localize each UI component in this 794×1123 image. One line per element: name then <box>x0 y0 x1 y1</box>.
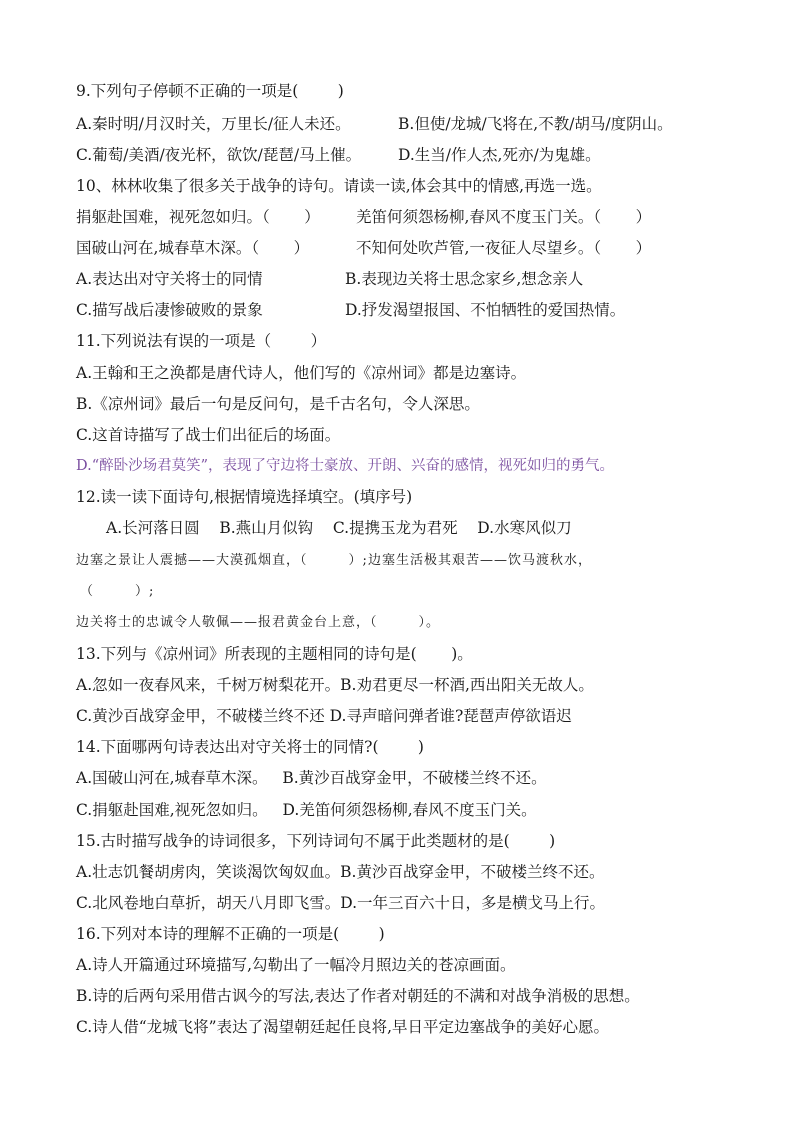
question-14-options-ab: A.国破山河在,城春草木深。 B.黄沙百战穿金甲，不破楼兰终不还。 <box>76 769 547 787</box>
question-12-options: A.长河落日圆 B.燕山月似钩 C.提携玉龙为君死 D.水寒风似刀 <box>106 519 572 537</box>
question-11-stem: 11.下列说法有误的一项是（ ） <box>76 332 327 350</box>
question-12-line-3: 边关将士的忠诚令人敬佩——报君黄金台上意，（ ）。 <box>76 615 441 630</box>
question-9-option-c: C.葡萄/美酒/夜光杯，欲饮/琵琶/马上催。 <box>76 146 362 164</box>
question-10-option-a: A.表达出对守关将士的同情 <box>76 270 263 288</box>
question-11-option-b: B.《凉州词》最后一句是反问句，是千古名句，令人深思。 <box>76 395 480 413</box>
question-16-option-b: B.诗的后两句采用借古讽今的写法,表达了作者对朝廷的不满和对战争消极的思想。 <box>76 987 640 1005</box>
question-11-option-a: A.王翰和王之涣都是唐代诗人，他们写的《凉州词》都是边塞诗。 <box>76 364 527 382</box>
question-13-stem: 13.下列与《凉州词》所表现的主题相同的诗句是( )。 <box>76 645 473 663</box>
question-15-stem: 15.古时描写战争的诗词很多，下列诗词句不属于此类题材的是( ) <box>76 832 556 850</box>
question-9-option-d: D.生当/作人杰,死亦/为鬼雄。 <box>398 146 601 164</box>
question-10-poem-2: 羌笛何须怨杨柳,春风不度玉门关。（ ） <box>356 208 652 226</box>
question-10-option-c: C.描写战后凄惨破败的景象 <box>76 301 263 319</box>
question-12-stem: 12.读一读下面诗句,根据情境选择填空。(填序号) <box>76 488 413 506</box>
question-15-options-ab: A.壮志饥餐胡虏肉，笑谈渴饮匈奴血。B.黄沙百战穿金甲，不破楼兰终不还。 <box>76 863 605 881</box>
question-10-option-b: B.表现边关将士思念家乡,想念亲人 <box>345 270 584 288</box>
question-11-option-d: D.“醉卧沙场君莫笑”，表现了守边将士豪放、开朗、兴奋的感情，视死如归的勇气。 <box>76 458 615 474</box>
question-10-stem: 10、林林收集了很多关于战争的诗句。请读一读,体会其中的情感,再选一选。 <box>76 177 602 195</box>
question-9-stem: 9.下列句子停顿不正确的一项是( ) <box>76 82 344 100</box>
question-10-poem-3: 国破山河在,城春草木深。（ ） <box>76 239 310 257</box>
question-9-option-b: B.但使/龙城/飞将在,不教/胡马/度阴山。 <box>398 115 673 133</box>
question-11-option-c: C.这首诗描写了战士们出征后的场面。 <box>76 426 341 444</box>
question-16-option-c: C.诗人借“龙城飞将”表达了渴望朝廷起任良将,早日平定边塞战争的美好心愿。 <box>76 1018 610 1036</box>
question-13-options-cd: C.黄沙百战穿金甲，不破楼兰终不还 D.寻声暗问弹者谁?琵琶声停欲语迟 <box>76 707 572 725</box>
question-9-option-a: A.秦时明/月汉时关，万里长/征人未还。 <box>76 115 351 133</box>
question-10-poem-1: 捐躯赴国难，视死忽如归。（ ） <box>76 208 320 226</box>
question-16-stem: 16.下列对本诗的理解不正确的一项是( ) <box>76 925 385 943</box>
question-10-option-d: D.抒发渴望报国、不怕牺牲的爱国热情。 <box>345 301 626 319</box>
question-16-option-a: A.诗人开篇通过环境描写,勾勒出了一幅冷月照边关的苍凉画面。 <box>76 956 516 974</box>
question-10-poem-4: 不知何处吹芦管,一夜征人尽望乡。（ ） <box>356 239 652 257</box>
question-15-options-cd: C.北风卷地白草折，胡天八月即飞雪。D.一年三百六十日，多是横戈马上行。 <box>76 894 606 912</box>
question-14-stem: 14.下面哪两句诗表达出对守关将士的同情?( ) <box>76 738 424 756</box>
question-13-options-ab: A.忽如一夜春风来，千树万树梨花开。B.劝君更尽一杯酒,西出阳关无故人。 <box>76 676 594 694</box>
question-14-options-cd: C.捐躯赴国难,视死忽如归。 D.羌笛何须怨杨柳,春风不度玉门关。 <box>76 801 537 819</box>
question-12-line-1: 边塞之景让人震撼——大漠孤烟直，（ ）;边塞生活极其艰苦——饮马渡秋水， <box>76 553 592 568</box>
question-12-line-2: （ ）; <box>80 584 155 599</box>
